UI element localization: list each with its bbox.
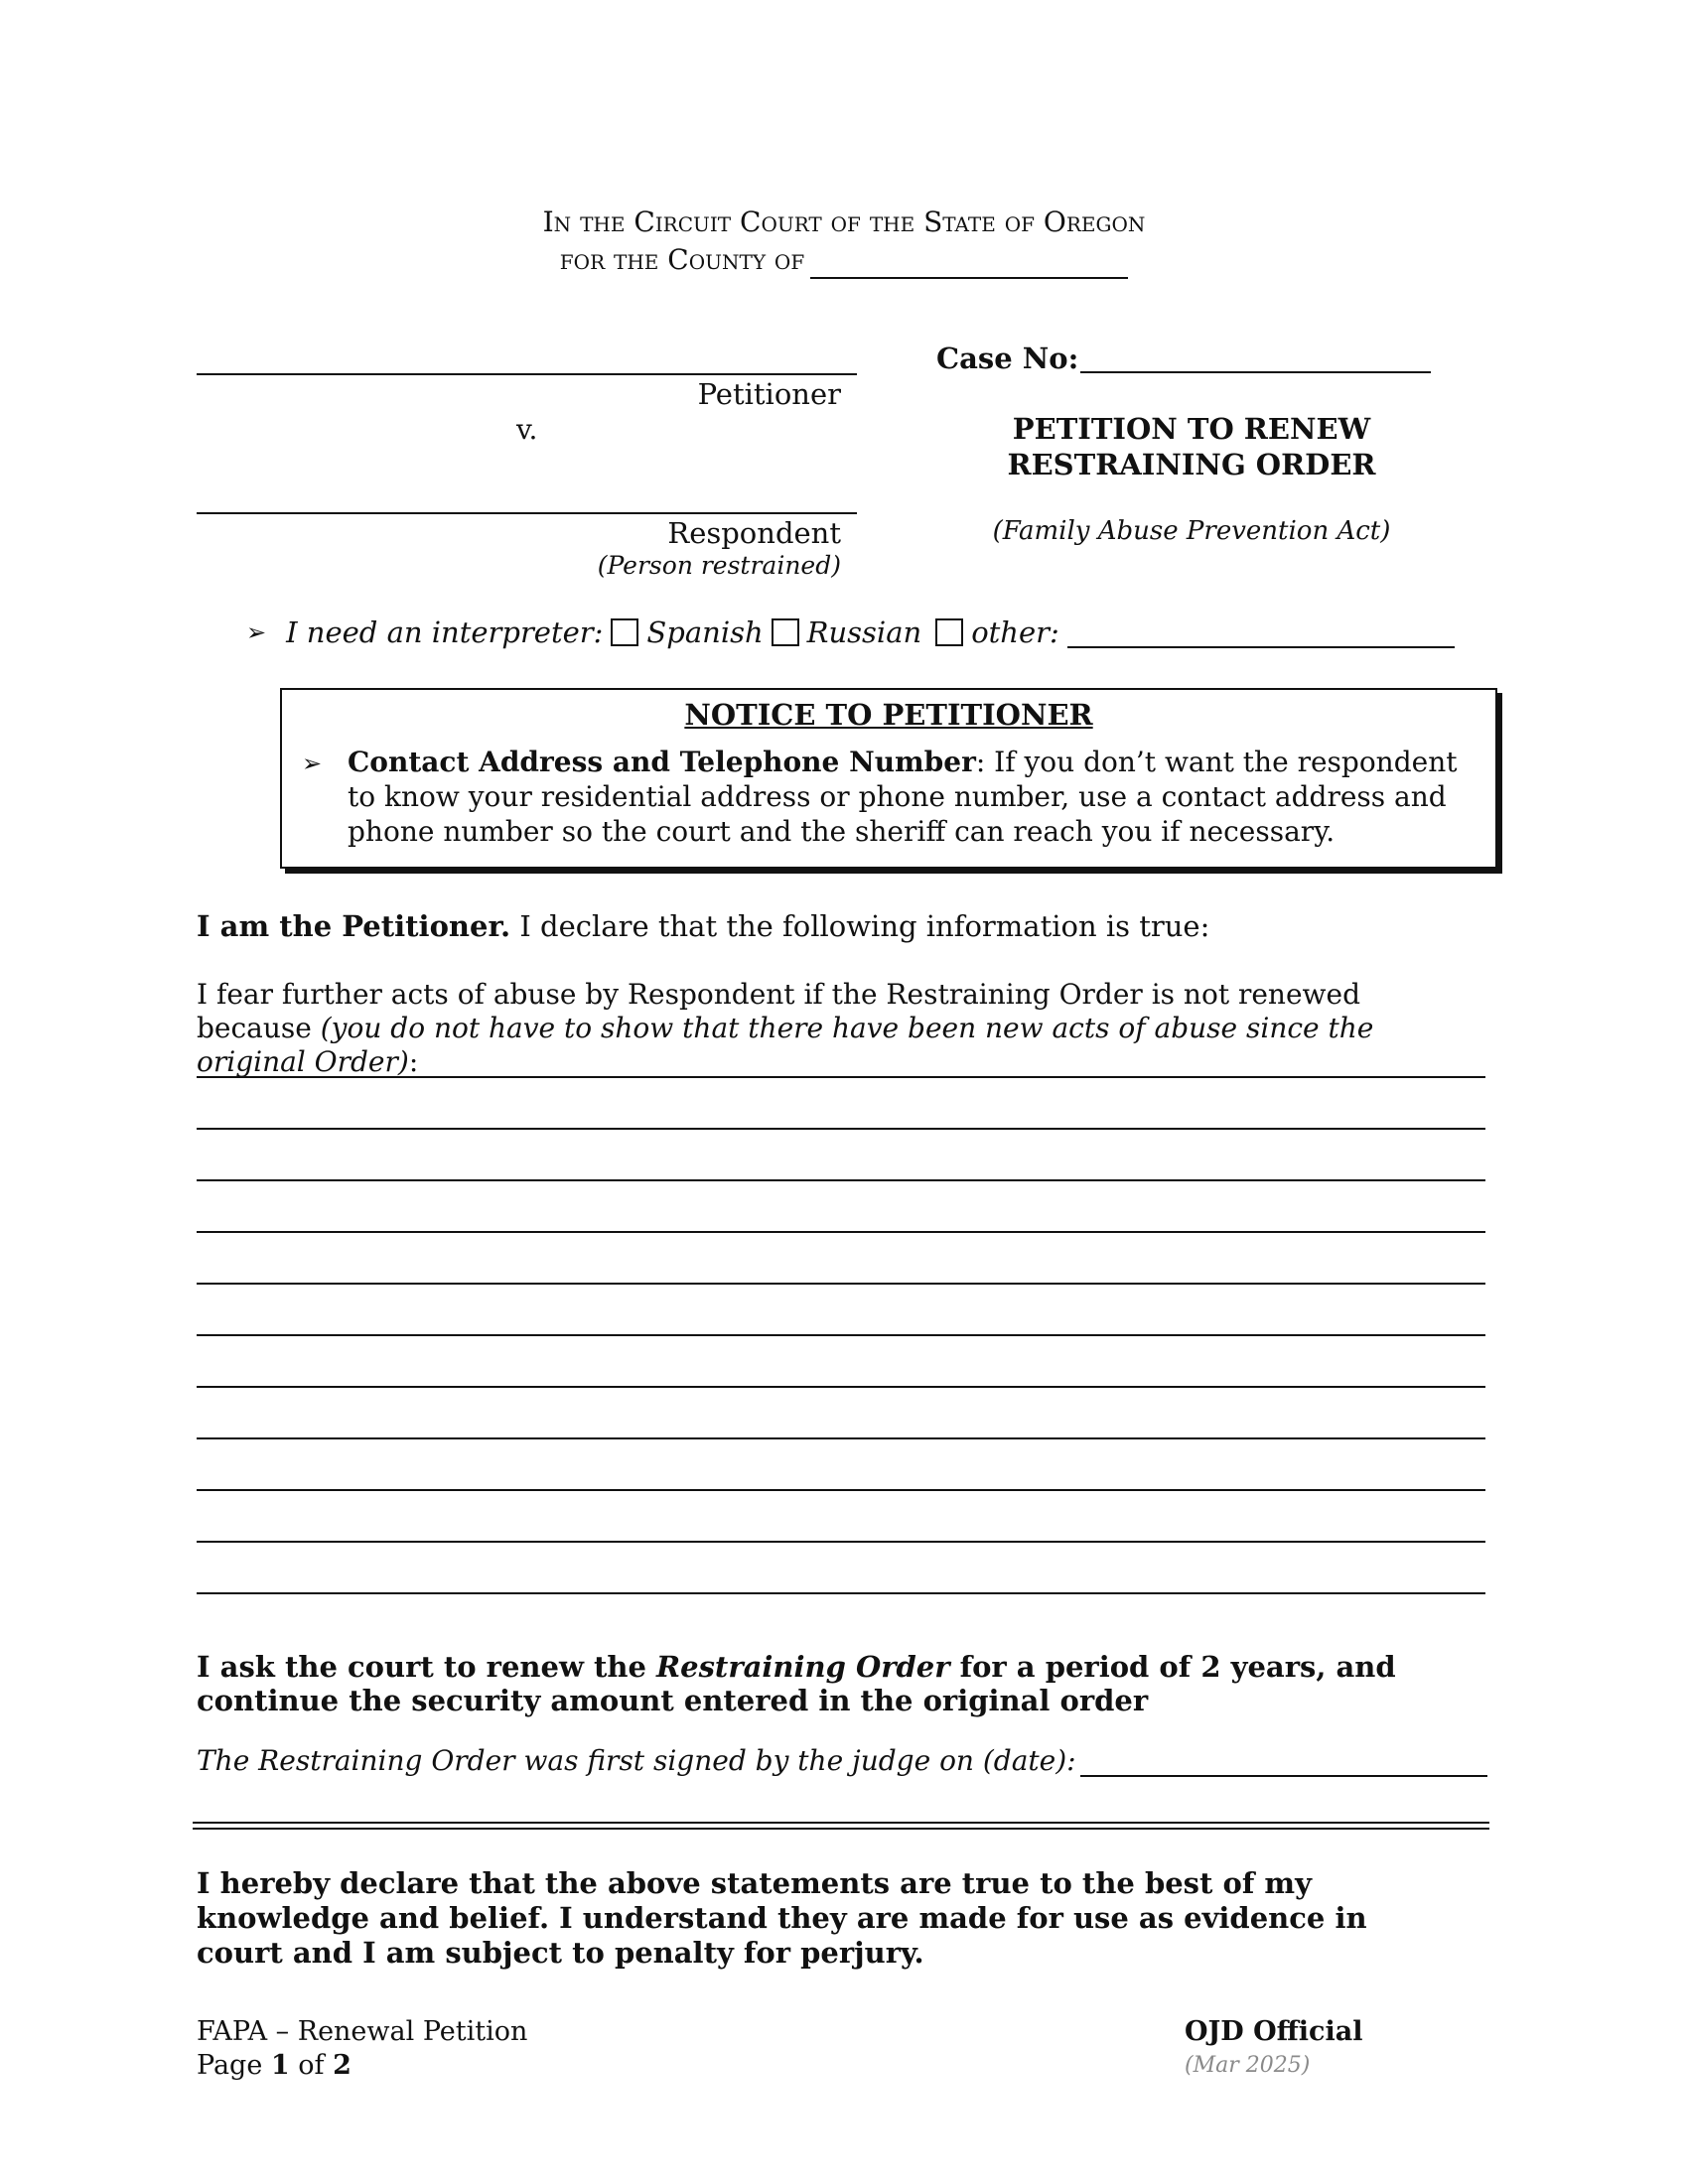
ojd-official-label: OJD Official xyxy=(1185,2016,1363,2047)
county-label: for the County of xyxy=(559,243,805,276)
answer-line[interactable] xyxy=(197,1231,1485,1233)
signed-date-row xyxy=(197,1744,1487,1777)
versus-label: v. xyxy=(516,413,538,446)
footer-right xyxy=(1185,2015,1363,2083)
notice-heading: Contact Address and Telephone Number xyxy=(348,746,976,778)
page-current: 1 xyxy=(270,2050,290,2081)
other-language-field[interactable] xyxy=(1067,616,1455,648)
arrowhead-bullet-icon: ➢ xyxy=(302,750,323,777)
page-of: of xyxy=(289,2050,334,2081)
spanish-checkbox[interactable] xyxy=(611,618,638,646)
court-header xyxy=(298,204,1390,279)
interpreter-label: I need an interpreter: xyxy=(286,615,604,649)
answer-line[interactable] xyxy=(197,1179,1485,1181)
answer-line[interactable] xyxy=(197,1283,1485,1285)
page-number xyxy=(197,2049,527,2083)
notice-text xyxy=(348,745,1479,849)
page-total: 2 xyxy=(333,2050,352,2081)
answer-line[interactable] xyxy=(197,1489,1485,1491)
court-name: In the Circuit Court of the State of Oregon xyxy=(542,205,1146,238)
answer-line[interactable] xyxy=(197,1592,1485,1594)
answer-line[interactable] xyxy=(197,1541,1485,1543)
footer-left xyxy=(197,2015,527,2083)
russian-option: Russian xyxy=(806,615,922,649)
respondent-name-field[interactable] xyxy=(197,512,857,514)
interpreter-row xyxy=(246,615,1455,649)
document-subtitle: (Family Abuse Prevention Act) xyxy=(992,516,1391,546)
petitioner-name-field[interactable] xyxy=(197,373,857,375)
notice-body: : If you don’t want the respondent to know your residential address or phone number, use a contact address and phone number so the court and the sheriff can reach you if necessary. xyxy=(348,746,1458,848)
declaration-lead-bold: I am the Petitioner. xyxy=(197,909,511,943)
case-no-field[interactable] xyxy=(1080,371,1431,373)
request-part-1: I ask the court to renew the xyxy=(197,1650,657,1684)
renewal-request xyxy=(197,1650,1428,1717)
answer-line[interactable] xyxy=(197,1128,1485,1130)
perjury-statement: I hereby declare that the above statements are true to the best of my knowledge and belief. I understand they are made for use as evidence in court and I am subject to penalty for perjury. xyxy=(197,1866,1367,1970)
answer-line[interactable] xyxy=(197,1076,1485,1078)
title-line-1: PETITION TO RENEW xyxy=(1012,412,1371,446)
fear-text: I fear further acts of abuse by Respondent if the Restraining Order is not renewed because xyxy=(197,978,1360,1044)
fear-end: : xyxy=(408,1045,419,1078)
fear-statement xyxy=(197,978,1477,1079)
document-title xyxy=(993,411,1390,482)
fear-italic: (you do not have to show that there have been new acts of abuse since the original Order) xyxy=(197,1012,1374,1078)
notice-box xyxy=(280,688,1497,869)
arrowhead-bullet-icon: ➢ xyxy=(246,618,267,646)
request-part-3: for a period of 2 years, and continue the security amount entered in the original order xyxy=(197,1650,1396,1717)
request-part-2: Restraining Order xyxy=(656,1650,950,1684)
respondent-label: Respondent xyxy=(667,516,841,550)
county-field[interactable] xyxy=(810,249,1128,279)
section-divider xyxy=(193,1822,1489,1830)
form-name: FAPA – Renewal Petition xyxy=(197,2016,528,2047)
declaration-lead-rest: I declare that the following information is true: xyxy=(510,909,1210,943)
answer-line[interactable] xyxy=(197,1334,1485,1336)
title-line-2: RESTRAINING ORDER xyxy=(1007,448,1376,481)
declaration-lead xyxy=(197,909,1487,943)
signed-date-label: The Restraining Order was first signed by the judge on (date): xyxy=(197,1744,1076,1777)
answer-line[interactable] xyxy=(197,1437,1485,1439)
page-prefix: Page xyxy=(197,2050,271,2081)
other-checkbox[interactable] xyxy=(935,618,963,646)
notice-title: NOTICE TO PETITIONER xyxy=(684,698,1093,732)
respondent-note: (Person restrained) xyxy=(597,551,841,580)
case-no-label: Case No: xyxy=(936,341,1079,375)
russian-checkbox[interactable] xyxy=(772,618,799,646)
spanish-option: Spanish xyxy=(646,615,764,649)
revision-date: (Mar 2025) xyxy=(1185,2053,1311,2078)
petitioner-label: Petitioner xyxy=(697,377,841,411)
other-option: other: xyxy=(971,615,1059,649)
answer-line[interactable] xyxy=(197,1386,1485,1388)
signed-date-field[interactable] xyxy=(1080,1745,1487,1777)
